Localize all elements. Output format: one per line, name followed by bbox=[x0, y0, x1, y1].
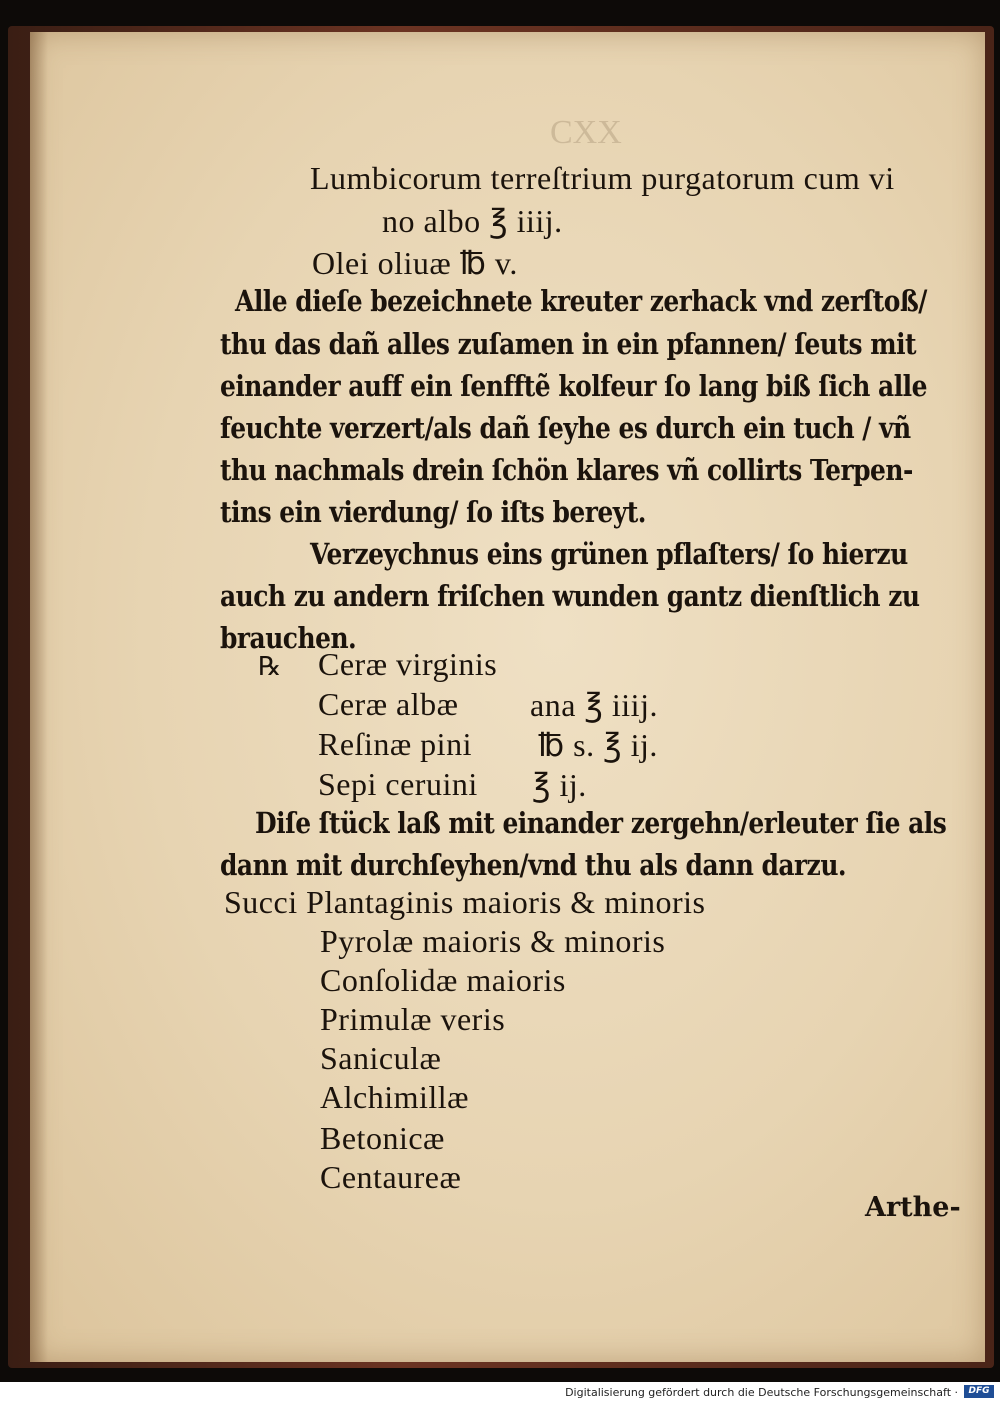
ingredient: Ceræ albæ bbox=[318, 686, 459, 722]
text-line: thu nachmals drein ſchön klares vñ collirts Terpen‑ bbox=[220, 453, 913, 487]
text-line: Lumbicorum terreſtrium purgatorum cum vi bbox=[310, 160, 895, 196]
text-line: Diſe ſtück laß mit einander zergehn/erleuter ſie als bbox=[255, 806, 947, 840]
ingredient: Alchimillæ bbox=[320, 1079, 469, 1115]
ingredient-quantity: ℥ ij. bbox=[532, 767, 587, 803]
recipe-symbol: ℞ bbox=[258, 652, 282, 681]
dfg-logo-icon: DFG bbox=[964, 1385, 994, 1398]
text-line: dann mit durchſeyhen/vnd thu als dann darzu. bbox=[220, 848, 847, 882]
ingredient: Primulæ veris bbox=[320, 1001, 506, 1037]
footer-credit: Digitalisierung gefördert durch die Deutsche Forschungsgemeinschaft · bbox=[565, 1386, 958, 1399]
ingredient: Saniculæ bbox=[320, 1040, 442, 1076]
footer-bar bbox=[0, 1382, 1000, 1402]
ingredient: Reſinæ pini bbox=[318, 726, 472, 762]
ingredient-quantity: ℔ s. ℥ ij. bbox=[538, 727, 658, 763]
text-line: no albo ℥ iiij. bbox=[382, 203, 563, 239]
text-line: einander auff ein ſenfftẽ kolfeur ſo lang biß ſich alle bbox=[220, 369, 927, 403]
ingredient: Ceræ virginis bbox=[318, 646, 498, 682]
page-number: CXX bbox=[550, 114, 622, 151]
ingredient: Conſolidæ maioris bbox=[320, 962, 566, 998]
section-heading: Verzeychnus eins grünen pflaſters/ ſo hierzu bbox=[310, 537, 908, 571]
section-heading: brauchen. bbox=[220, 621, 357, 655]
ingredient: Sepi ceruini bbox=[318, 766, 478, 802]
text-line: Olei oliuæ ℔ v. bbox=[312, 245, 518, 281]
catchword: Arthe‑ bbox=[865, 1192, 961, 1223]
text-line: thu das dañ alles zuſamen in ein pfannen/ ſeuts mit bbox=[220, 327, 917, 361]
section-heading: auch zu andern friſchen wunden gantz dienſtlich zu bbox=[220, 579, 920, 613]
text-line: feuchte verzert/als dañ ſeyhe es durch ein tuch / vñ bbox=[220, 411, 911, 445]
ingredient: Pyrolæ maioris & minoris bbox=[320, 923, 666, 959]
ingredient-quantity: ana ℥ iiij. bbox=[530, 687, 658, 723]
ingredient: Succi Plantaginis maioris & minoris bbox=[224, 884, 706, 920]
book-page bbox=[30, 32, 985, 1362]
ingredient: Centaureæ bbox=[320, 1159, 462, 1195]
text-line: Alle dieſe bezeichnete kreuter zerhack vnd zerſtoß/ bbox=[235, 284, 927, 318]
text-line: tins ein vierdung/ ſo iſts bereyt. bbox=[220, 495, 646, 529]
ingredient: Betonicæ bbox=[320, 1120, 445, 1156]
